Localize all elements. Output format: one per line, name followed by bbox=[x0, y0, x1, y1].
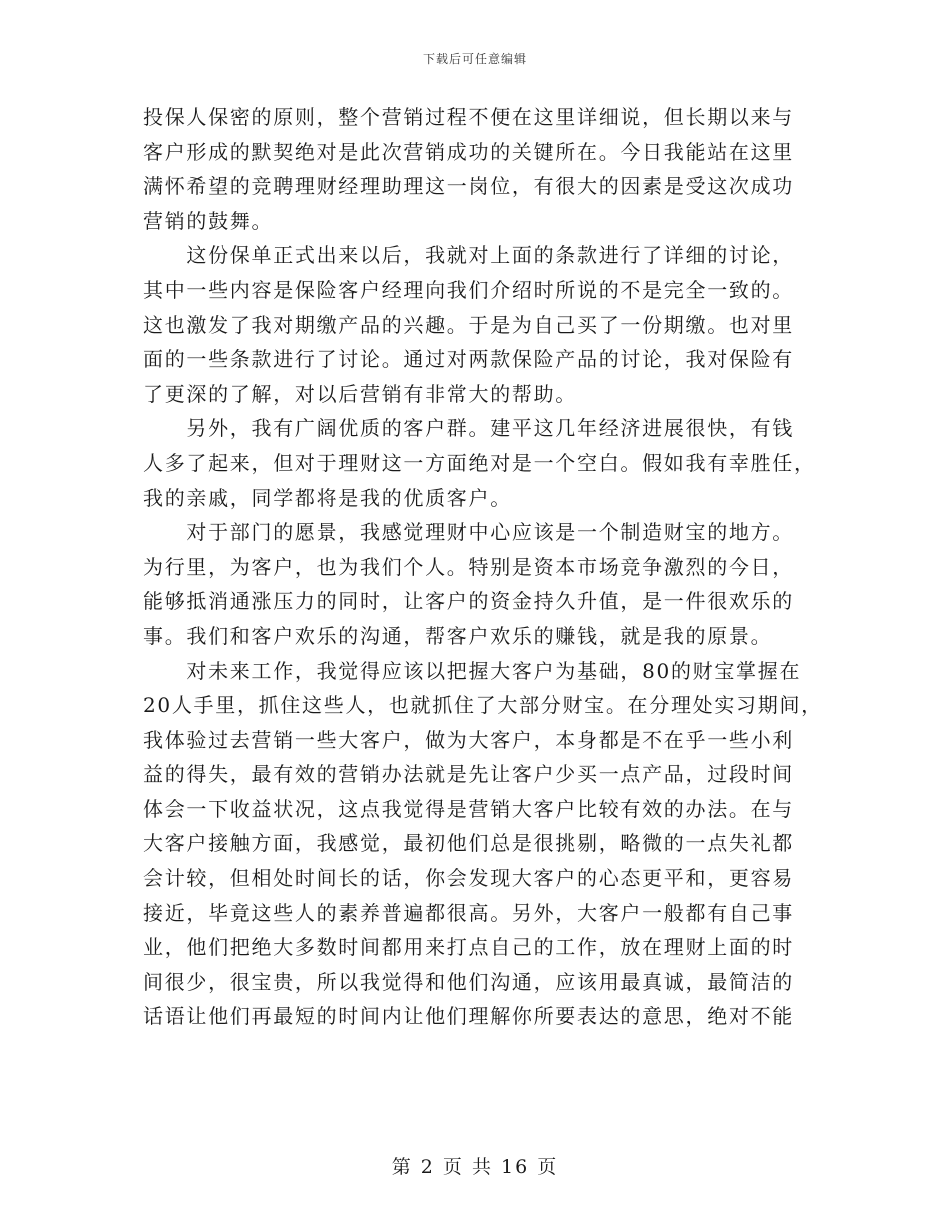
text-line: 会计较，但相处时间长的话，你会发现大客户的心态更平和，更容易 bbox=[143, 866, 794, 891]
text-line: 益的得失，最有效的营销办法就是先让客户少买一点产品，过段时间 bbox=[143, 762, 794, 787]
page-label-suffix: 页 bbox=[537, 1156, 559, 1178]
page-label-mid: 页 共 bbox=[442, 1156, 493, 1178]
text-line: 接近，毕竟这些人的素养普遍都很高。另外，大客户一般都有自己事 bbox=[143, 900, 794, 925]
document-body bbox=[143, 100, 823, 1034]
page-number: 2 bbox=[420, 1156, 435, 1178]
text-line: 话语让他们再最短的时间内让他们理解你所要表达的意思，绝对不能 bbox=[143, 1004, 794, 1029]
text-line: 间很少，很宝贵，所以我觉得和他们沟通，应该用最真诚，最简洁的 bbox=[143, 969, 794, 994]
text-line: 我的亲戚，同学都将是我的优质客户。 bbox=[143, 485, 512, 510]
text-line: 面的一些条款进行了讨论。通过对两款保险产品的讨论，我对保险有 bbox=[143, 347, 794, 372]
text-line: 营销的鼓舞。 bbox=[143, 208, 274, 233]
text-line: 我体验过去营销一些大客户，做为大客户，本身都是不在乎一些小利 bbox=[143, 727, 794, 752]
text-line: 为行里，为客户，也为我们个人。特别是资本市场竞争激烈的今日， bbox=[143, 554, 794, 579]
text-line: 人多了起来，但对于理财这一方面绝对是一个空白。假如我有幸胜任， bbox=[143, 450, 816, 475]
text-line: 事。我们和客户欢乐的沟通，帮客户欢乐的赚钱，就是我的原景。 bbox=[143, 623, 773, 648]
page-total: 16 bbox=[501, 1156, 530, 1178]
text-line: 另外，我有广阔优质的客户群。建平这几年经济进展很快，有钱 bbox=[143, 416, 794, 441]
text-line: 20人手里，抓住这些人，也就抓住了大部分财宝。在分理处实习期间， bbox=[143, 693, 823, 718]
page-header-note: 下载后可任意编辑 bbox=[422, 52, 527, 66]
text-line: 了更深的了解，对以后营销有非常大的帮助。 bbox=[143, 381, 577, 406]
text-line: 对于部门的愿景，我感觉理财中心应该是一个制造财宝的地方。 bbox=[143, 520, 794, 545]
text-line: 这份保单正式出来以后，我就对上面的条款进行了详细的讨论， bbox=[143, 243, 794, 268]
text-line: 业，他们把绝大多数时间都用来打点自己的工作，放在理财上面的时 bbox=[143, 935, 794, 960]
text-line: 能够抵消通涨压力的同时，让客户的资金持久升值，是一件很欢乐的 bbox=[143, 589, 794, 614]
page-label-prefix: 第 bbox=[391, 1156, 413, 1178]
text-line: 对未来工作，我觉得应该以把握大客户为基础，80的财宝掌握在 bbox=[143, 658, 802, 683]
text-line: 投保人保密的原则，整个营销过程不便在这里详细说，但长期以来与 bbox=[143, 105, 794, 129]
text-line: 客户形成的默契绝对是此次营销成功的关键所在。今日我能站在这里 bbox=[143, 139, 794, 164]
text-line: 体会一下收益状况，这点我觉得是营销大客户比较有效的办法。在与 bbox=[143, 796, 794, 821]
text-line: 大客户接触方面，我感觉，最初他们总是很挑剔，略微的一点失礼都 bbox=[143, 831, 794, 856]
text-line: 这也激发了我对期缴产品的兴趣。于是为自己买了一份期缴。也对里 bbox=[143, 312, 794, 337]
text-line: 满怀希望的竞聘理财经理助理这一岗位，有很大的因素是受这次成功 bbox=[143, 174, 794, 199]
text-line: 其中一些内容是保险客户经理向我们介绍时所说的不是完全一致的。 bbox=[143, 277, 794, 302]
page-footer bbox=[0, 1152, 950, 1179]
